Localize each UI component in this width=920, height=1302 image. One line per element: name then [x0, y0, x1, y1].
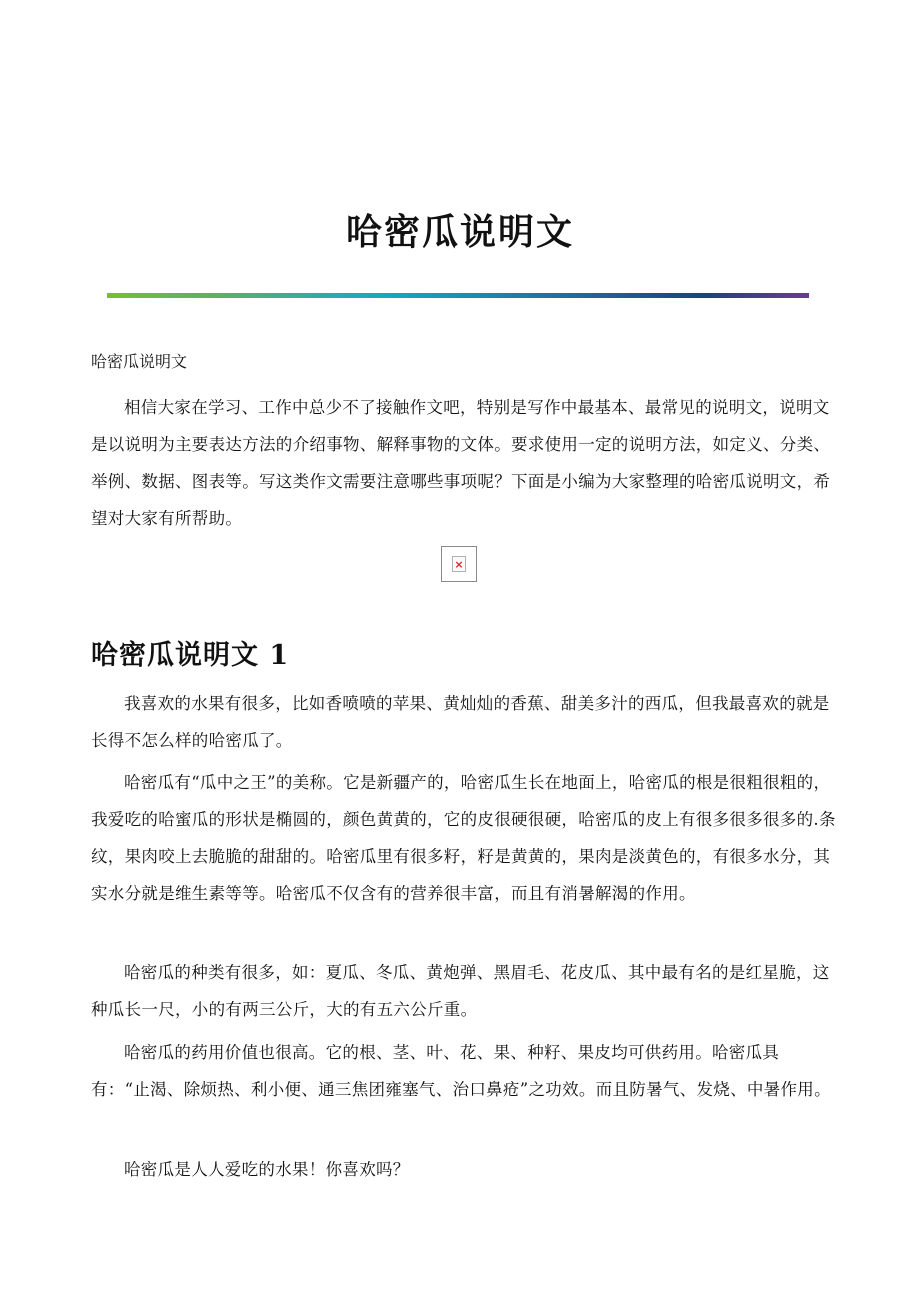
section-heading: 哈密瓜说明文 1 [91, 640, 290, 672]
body-paragraph-5: 哈密瓜是人人爱吃的水果！你喜欢吗？ [124, 1160, 410, 1179]
broken-image-placeholder [441, 546, 477, 582]
body-paragraph-2: 哈密瓜有“瓜中之王”的美称。它是新疆产的，哈密瓜生长在地面上，哈密瓜的根是很粗很粗的，我爱吃的哈蜜瓜的形状是椭圆的，颜色黄黄的，它的皮很硬很硬，哈密瓜的皮上有很多很多很多的.条纹，果肉咬上去脆脆的甜甜的。哈密瓜里有很多籽，籽是黄黄的，果肉是淡黄色的，有很多水分，其实水分就是维生素等等。哈密瓜不仅含有的营养很丰富，而且有消暑解渴的作用。 [91, 773, 836, 903]
document-title: 哈密瓜说明文 [345, 211, 574, 254]
body-paragraph-4: 哈密瓜的药用价值也很高。它的根、茎、叶、花、果、种籽、果皮均可供药用。哈密瓜具有：“止渴、除烦热、利小便、通三焦团雍塞气、治口鼻疮”之功效。而且防暑气、发烧、中暑作用。 [91, 1043, 831, 1099]
intro-paragraph: 相信大家在学习、工作中总少不了接触作文吧，特别是写作中最基本、最常见的说明文，说明文是以说明为主要表达方法的介绍事物、解释事物的文体。要求使用一定的说明方法，如定义、分类、举例、数据、图表等。写这类作文需要注意哪些事项呢？下面是小编为大家整理的哈密瓜说明文，希望对大家有所帮助。 [91, 398, 831, 528]
document-subtitle: 哈密瓜说明文 [91, 352, 188, 371]
broken-image-icon: × [452, 556, 466, 572]
body-paragraph-1: 我喜欢的水果有很多，比如香喷喷的苹果、黄灿灿的香蕉、甜美多汁的西瓜，但我最喜欢的就是长得不怎么样的哈密瓜了。 [91, 694, 830, 750]
body-paragraph-3: 哈密瓜的种类有很多，如：夏瓜、冬瓜、黄炮弹、黑眉毛、花皮瓜、其中最有名的是红星脆，这种瓜长一尺，小的有两三公斤，大的有五六公斤重。 [91, 963, 830, 1019]
title-divider [107, 293, 809, 298]
